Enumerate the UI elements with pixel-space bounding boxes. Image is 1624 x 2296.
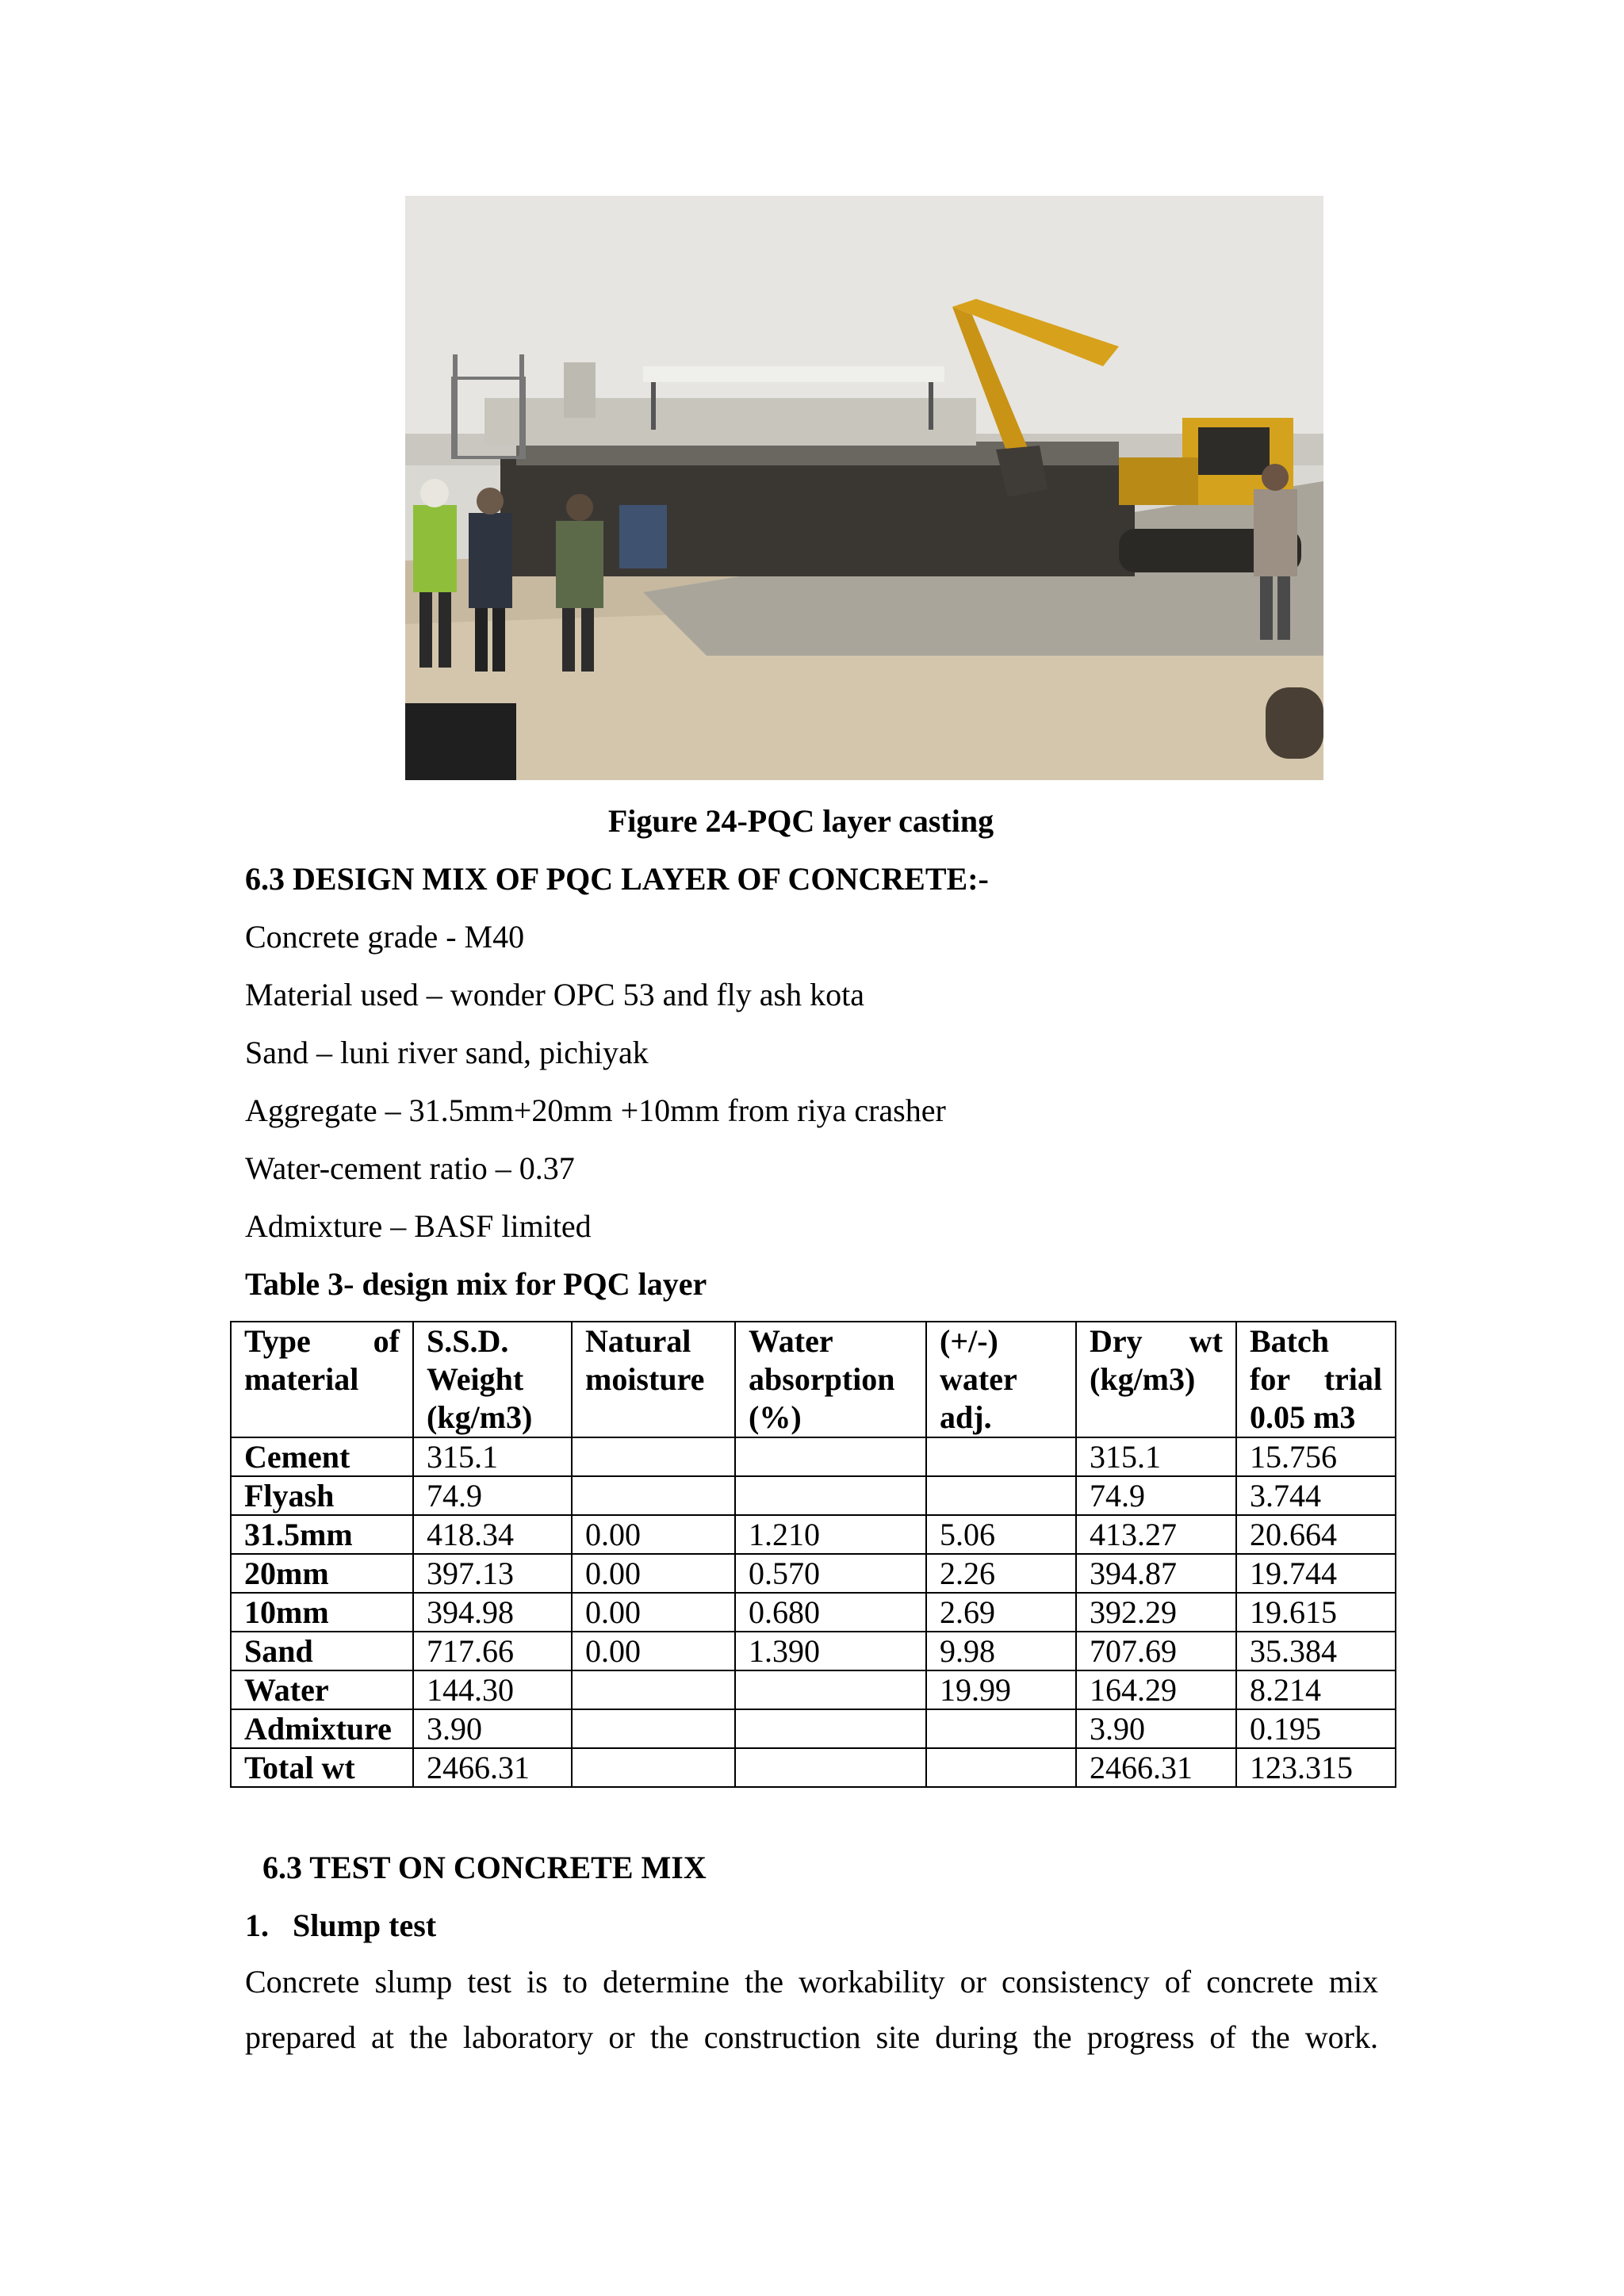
header-line: (kg/m3) xyxy=(427,1399,533,1435)
value-cell xyxy=(735,1437,926,1476)
figure-caption: Figure 24-PQC layer casting xyxy=(607,803,994,839)
value-cell xyxy=(572,1437,735,1476)
header-line: S.S.D. xyxy=(427,1323,509,1359)
value-cell: 394.87 xyxy=(1076,1554,1236,1593)
value-cell: 5.06 xyxy=(926,1515,1076,1554)
value-cell: 394.98 xyxy=(413,1593,572,1632)
value-cell: 144.30 xyxy=(413,1670,572,1709)
value-cell: 19.99 xyxy=(926,1670,1076,1709)
mix-detail-material: Material used – wonder OPC 53 and fly ash kota xyxy=(245,977,864,1012)
value-cell: 74.9 xyxy=(1076,1476,1236,1515)
material-cell: Cement xyxy=(231,1437,413,1476)
header-line: Weight xyxy=(427,1361,524,1397)
value-cell: 2.69 xyxy=(926,1593,1076,1632)
slump-test-paragraph xyxy=(245,1954,1378,2065)
value-cell xyxy=(735,1709,926,1748)
value-cell: 164.29 xyxy=(1076,1670,1236,1709)
header-dry-wt xyxy=(1076,1322,1236,1437)
header-line: moisture xyxy=(585,1361,705,1397)
material-cell: Total wt xyxy=(231,1748,413,1787)
value-cell: 0.00 xyxy=(572,1554,735,1593)
value-cell: 19.615 xyxy=(1236,1593,1396,1632)
mix-detail-admixture: Admixture – BASF limited xyxy=(245,1208,592,1244)
table-row xyxy=(231,1515,1396,1554)
material-cell: Sand xyxy=(231,1632,413,1670)
value-cell: 19.744 xyxy=(1236,1554,1396,1593)
value-cell: 392.29 xyxy=(1076,1593,1236,1632)
value-cell: 123.315 xyxy=(1236,1748,1396,1787)
mix-detail-aggregate: Aggregate – 31.5mm+20mm +10mm from riya crasher xyxy=(245,1093,946,1128)
mix-detail-grade: Concrete grade - M40 xyxy=(245,919,525,955)
value-cell: 74.9 xyxy=(413,1476,572,1515)
value-cell: 0.00 xyxy=(572,1515,735,1554)
header-line: adj. xyxy=(940,1399,992,1435)
value-cell xyxy=(926,1709,1076,1748)
value-cell: 8.214 xyxy=(1236,1670,1396,1709)
header-line: material xyxy=(244,1361,359,1397)
value-cell xyxy=(926,1476,1076,1515)
material-cell: Flyash xyxy=(231,1476,413,1515)
table-row xyxy=(231,1554,1396,1593)
pqc-casting-photo xyxy=(405,196,1323,780)
table-row xyxy=(231,1670,1396,1709)
table-row xyxy=(231,1437,1396,1476)
value-cell: 2466.31 xyxy=(413,1748,572,1787)
value-cell: 3.744 xyxy=(1236,1476,1396,1515)
paragraph-line: prepared at the laboratory or the construction site during the progress of the work. xyxy=(245,2019,1378,2055)
value-cell: 1.390 xyxy=(735,1632,926,1670)
header-natural-moisture xyxy=(572,1322,735,1437)
header-line: (%) xyxy=(749,1399,802,1435)
material-cell: Water xyxy=(231,1670,413,1709)
material-cell: 31.5mm xyxy=(231,1515,413,1554)
pqc-casting-illustration xyxy=(405,196,1323,780)
design-mix-table xyxy=(230,1321,1396,1788)
table-title: Table 3- design mix for PQC layer xyxy=(245,1266,707,1302)
value-cell: 3.90 xyxy=(413,1709,572,1748)
slump-test-heading: 1. Slump test xyxy=(245,1908,437,1943)
header-line: absorption xyxy=(749,1361,895,1397)
header-water-absorption xyxy=(735,1322,926,1437)
value-cell: 413.27 xyxy=(1076,1515,1236,1554)
value-cell: 0.00 xyxy=(572,1593,735,1632)
header-water-adj xyxy=(926,1322,1076,1437)
mix-detail-wc-ratio: Water-cement ratio – 0.37 xyxy=(245,1150,575,1186)
value-cell: 35.384 xyxy=(1236,1632,1396,1670)
value-cell xyxy=(572,1476,735,1515)
value-cell: 3.90 xyxy=(1076,1709,1236,1748)
value-cell: 315.1 xyxy=(413,1437,572,1476)
header-line: Dry wt xyxy=(1090,1323,1223,1359)
header-ssd-weight xyxy=(413,1322,572,1437)
header-batch-for-trial xyxy=(1236,1322,1396,1437)
table-header-row xyxy=(231,1322,1396,1437)
value-cell: 707.69 xyxy=(1076,1632,1236,1670)
header-line: for trial xyxy=(1250,1361,1382,1397)
header-line: Batch xyxy=(1250,1323,1329,1359)
header-line: (+/-) xyxy=(940,1323,998,1359)
value-cell xyxy=(572,1748,735,1787)
section-heading: 6.3 DESIGN MIX OF PQC LAYER OF CONCRETE:- xyxy=(245,861,989,897)
value-cell xyxy=(926,1437,1076,1476)
header-line: 0.05 m3 xyxy=(1250,1399,1356,1435)
header-line: Type of xyxy=(244,1323,400,1359)
header-line: water xyxy=(940,1361,1017,1397)
value-cell xyxy=(572,1670,735,1709)
table-row xyxy=(231,1709,1396,1748)
mix-detail-sand: Sand – luni river sand, pichiyak xyxy=(245,1035,649,1070)
value-cell: 315.1 xyxy=(1076,1437,1236,1476)
value-cell: 0.570 xyxy=(735,1554,926,1593)
value-cell: 15.756 xyxy=(1236,1437,1396,1476)
table-row xyxy=(231,1632,1396,1670)
value-cell xyxy=(735,1476,926,1515)
value-cell xyxy=(735,1670,926,1709)
material-cell: 10mm xyxy=(231,1593,413,1632)
material-cell: 20mm xyxy=(231,1554,413,1593)
header-line: (kg/m3) xyxy=(1090,1361,1196,1397)
table-row xyxy=(231,1748,1396,1787)
value-cell: 2.26 xyxy=(926,1554,1076,1593)
value-cell xyxy=(735,1748,926,1787)
value-cell: 9.98 xyxy=(926,1632,1076,1670)
value-cell xyxy=(926,1748,1076,1787)
value-cell xyxy=(572,1709,735,1748)
value-cell: 0.680 xyxy=(735,1593,926,1632)
value-cell: 0.00 xyxy=(572,1632,735,1670)
header-line: Water xyxy=(749,1323,833,1359)
table-row xyxy=(231,1593,1396,1632)
header-type-of-material xyxy=(231,1322,413,1437)
test-heading: 6.3 TEST ON CONCRETE MIX xyxy=(262,1850,707,1885)
value-cell: 397.13 xyxy=(413,1554,572,1593)
material-cell: Admixture xyxy=(231,1709,413,1748)
header-line: Natural xyxy=(585,1323,691,1359)
value-cell: 0.195 xyxy=(1236,1709,1396,1748)
value-cell: 418.34 xyxy=(413,1515,572,1554)
value-cell: 20.664 xyxy=(1236,1515,1396,1554)
value-cell: 2466.31 xyxy=(1076,1748,1236,1787)
paragraph-line: Concrete slump test is to determine the workability or consistency of concrete mix xyxy=(245,1964,1378,1999)
table-row xyxy=(231,1476,1396,1515)
value-cell: 1.210 xyxy=(735,1515,926,1554)
value-cell: 717.66 xyxy=(413,1632,572,1670)
